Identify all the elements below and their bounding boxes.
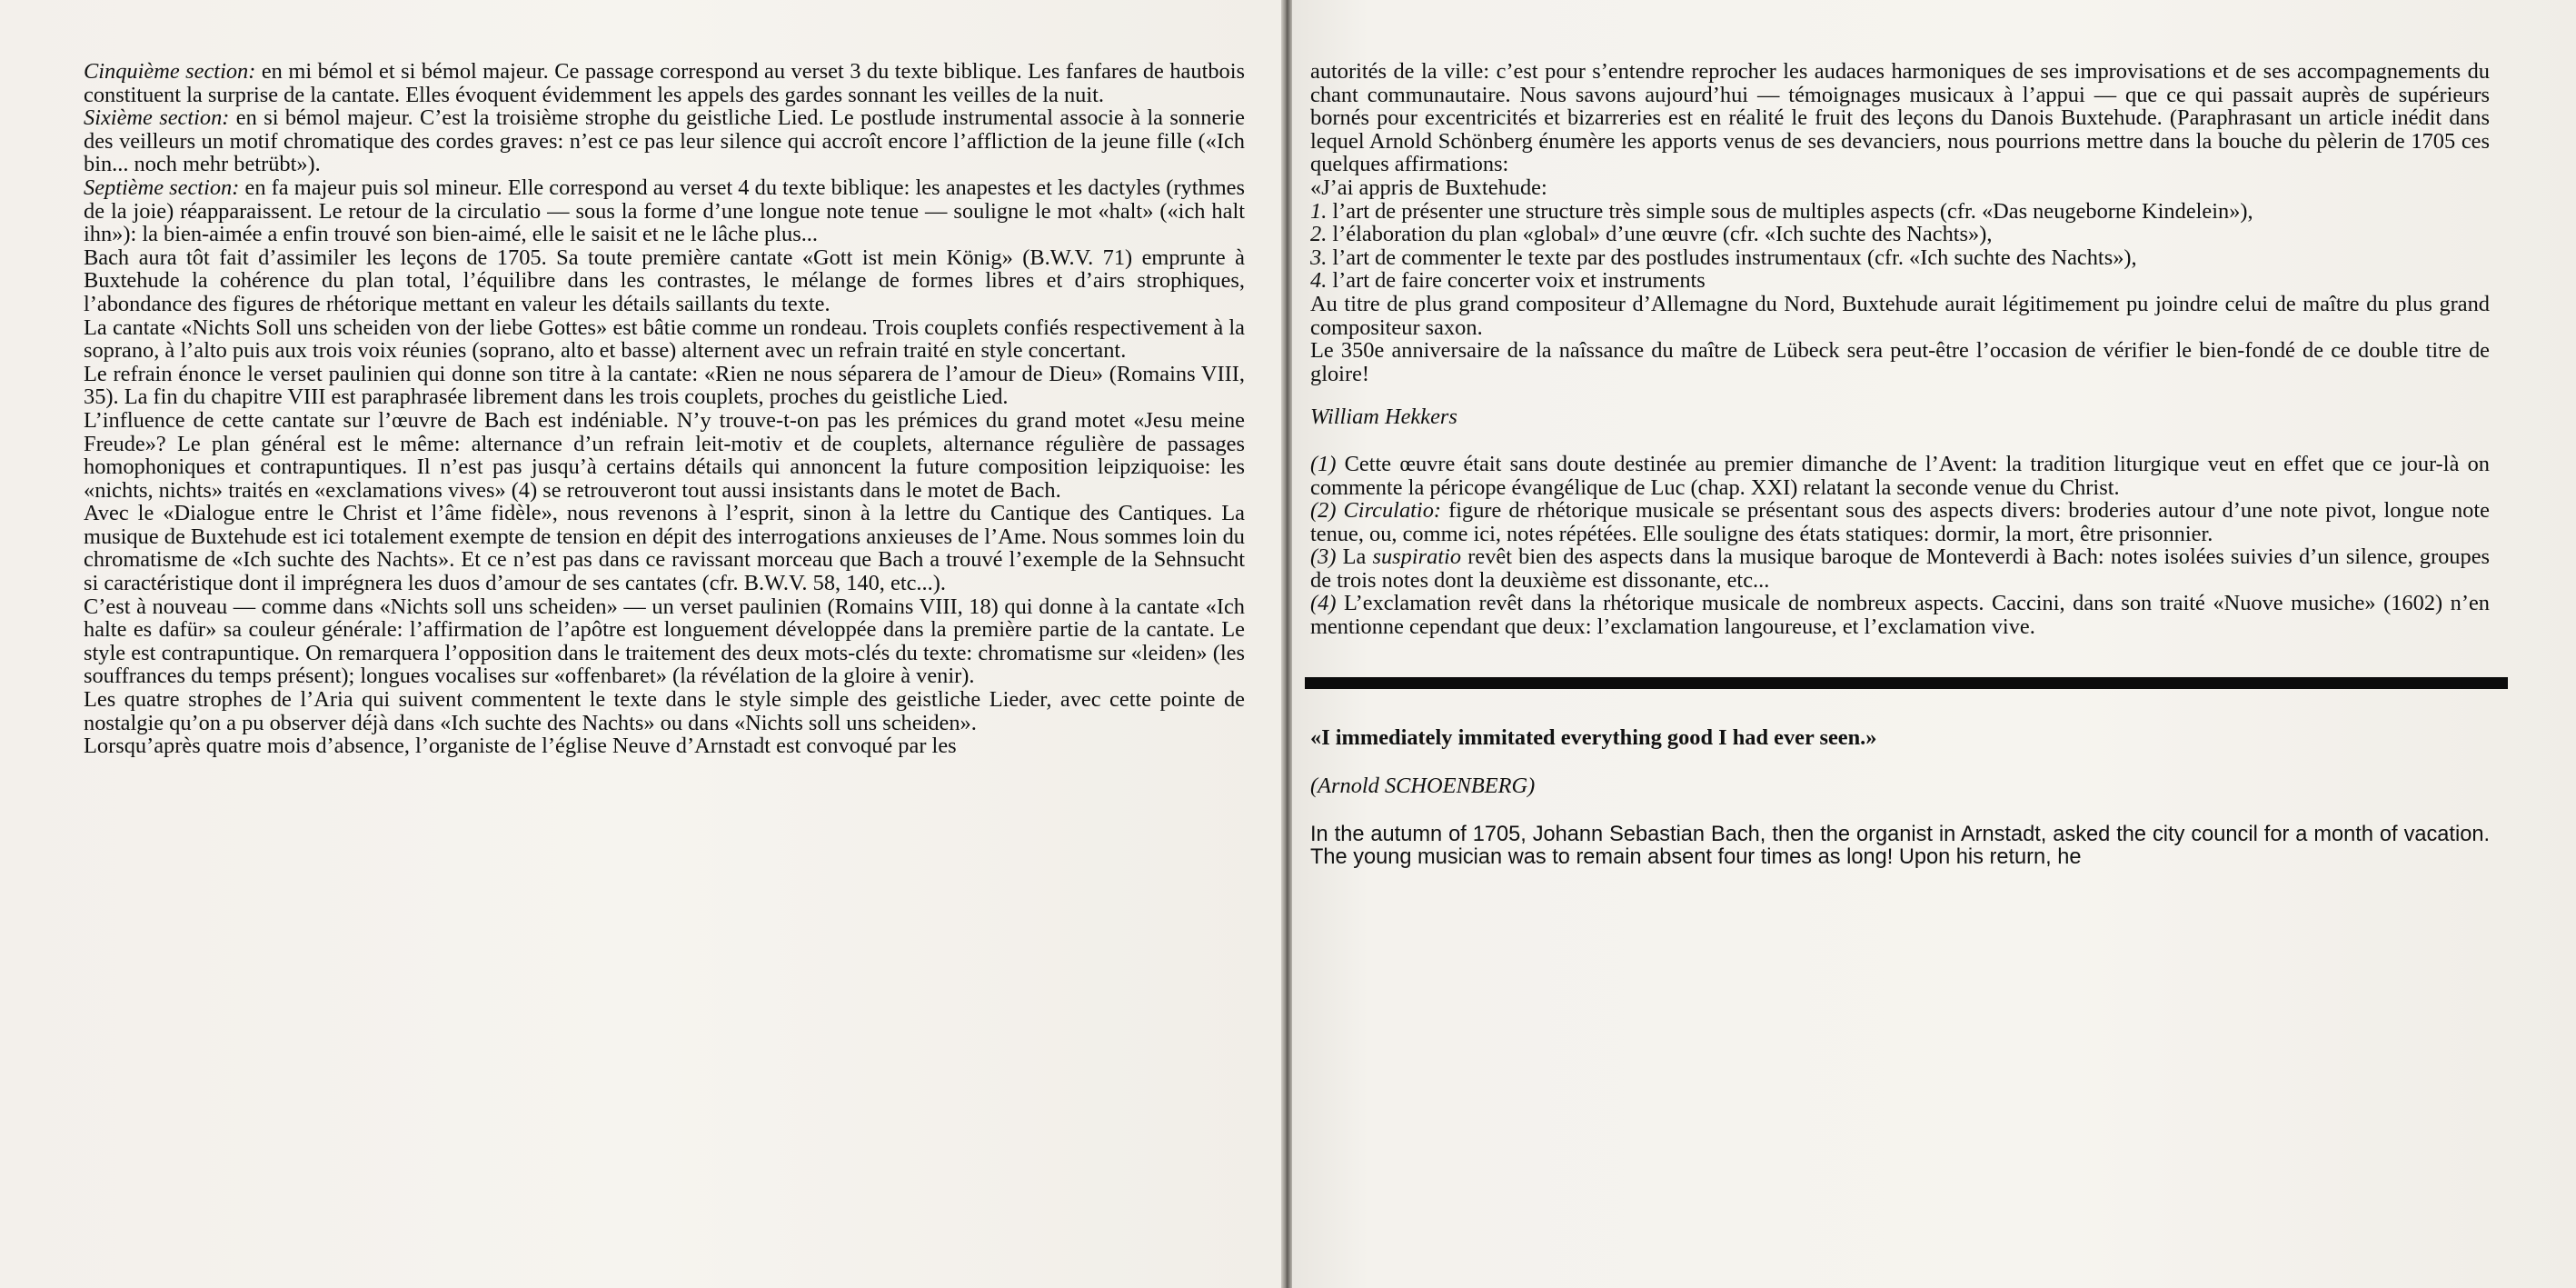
epigraph-quote: «I immediately immitated everything good I had ever seen.» [1310, 724, 1877, 750]
paragraph-lead: 3. [1310, 245, 1328, 270]
footnote-text: La suspiratio revêt bien des aspects dans la musique baroque de Monteverdi à Bach: notes isolées suivies d’un silence, groupes de trois notes dont la deuxième est dissonante, etc... [1310, 544, 2491, 593]
paragraph [1310, 246, 2490, 270]
paragraph-lead: 4. [1310, 268, 1328, 294]
footnote-lead: (1) [1310, 451, 1337, 476]
footnote-lead: (2) Circulatio: [1310, 498, 1442, 524]
paragraph [1310, 293, 2490, 339]
paragraph [84, 409, 1245, 502]
paragraph [84, 734, 1245, 758]
paragraph-text: Au titre de plus grand compositeur d’Allemagne du Nord, Buxtehude aurait légitimement pu joindre celui de maître du plus grand compositeur saxon. [1310, 291, 2490, 340]
paragraph-text: Le 350e anniversaire de la naîssance du maître de Lübeck sera peut-être l’occasion de vérifier le bien-fondé de ce double titre de gloire! [1310, 338, 2490, 386]
paragraph-text: Les quatre strophes de l’Aria qui suivent commentent le texte dans le style simple des geistliche Lieder, avec cette pointe de nostalgie qu’on a pu observer déjà dans «Ich suchte des Nachts» ou dans «Nichts soll uns scheiden». [84, 687, 1245, 735]
footnote-lead: (4) [1310, 591, 1337, 616]
paragraph [84, 595, 1245, 688]
paragraph-text: Lorsqu’après quatre mois d’absence, l’organiste de l’église Neuve d’Arnstadt est convoqué par les [84, 734, 957, 759]
signature: William Hekkers [1310, 404, 1457, 430]
paragraph [84, 316, 1245, 363]
paragraph [1310, 60, 2490, 176]
paragraph-text: Avec le «Dialogue entre le Christ et l’âme fidèle», nous revenons à l’esprit, sinon à la lettre du Cantique des Cantiques. La musique de Buxtehude est ici totalement exempte de tension en dépit des interrogations anxieuses de l’Ame. Nous sommes loin du chromatisme de «Ich suchte des Nachts». Et ce n’est pas dans ce ravissant morceau que Bach a trouvé l’exemple de la Sehnsucht si caractéristique dont il imprégnera les duos d’amour de ses cantates (cfr. B.W.V. 58, 140, etc...). [84, 501, 1245, 596]
paragraph-text: en mi bémol et si bémol majeur. Ce passage correspond au verset 3 du texte biblique. Les fanfares de hautbois constituent la surprise de la cantate. Elles évoquent évidemment les appels des gardes sonnant les veilles de la nuit. [84, 59, 1246, 107]
paragraph-lead: Sixième section: [84, 105, 230, 131]
epigraph-author: (Arnold SCHOENBERG) [1310, 773, 1536, 798]
paragraph [84, 106, 1245, 176]
paragraph-text: l’art de commenter le texte par des postludes instrumentaux (cfr. «Ich suchte des Nachts»), [1327, 245, 2137, 270]
paragraph-text: Bach aura tôt fait d’assimiler les leçons de 1705. Sa toute première cantate «Gott ist mein König» (B.W.V. 71) emprunte à Buxtehude la cohérence du plan total, l’équilibre dans les contrastes, le mélange de formes libres et d’airs strophiques, l’abondance des figures de rhétorique mettant en valeur les détails saillants du texte. [84, 245, 1245, 316]
paragraph [84, 246, 1245, 316]
paragraph [84, 60, 1245, 106]
paragraph [84, 363, 1245, 409]
paragraph [1310, 339, 2490, 385]
left-page [0, 0, 1281, 1288]
paragraph-text: en si bémol majeur. C’est la troisième strophe du geistliche Lied. Le postlude instrumental associe à la sonnerie des veilleurs un motif chromatique des cordes graves: n’est ce pas leur silence qui accroît encore l’affliction de la jeune fille («Ich bin... noch mehr betrübt»). [84, 105, 1246, 177]
paragraph-lead: Septième section: [84, 175, 240, 200]
paragraph-text: l’art de présenter une structure très simple sous de multiples aspects (cfr. «Das neugeborne Kindelein»), [1327, 198, 2253, 224]
right-page-body [1310, 60, 2490, 385]
paragraph-lead: 1. [1310, 198, 1328, 224]
separator-bar [1305, 677, 2508, 689]
footnote [1310, 592, 2490, 638]
left-page-body [84, 60, 1245, 758]
paragraph-lead: 2. [1310, 222, 1328, 247]
footnote-text: L’exclamation revêt dans la rhétorique musicale de nombreux aspects. Caccini, dans son traité «Nuove musiche» (1602) n’en mentionne cependant que deux: l’exclamation langoureuse, et l’exclamation vive. [1310, 591, 2490, 640]
right-page [1292, 0, 2576, 1288]
paragraph [84, 176, 1245, 246]
footnote-text: Cette œuvre était sans doute destinée au premier dimanche de l’Avent: la tradition liturgique veut en effet que ce jour-là on commente la péricope évangélique de Luc (chap. XXI) relatant la seconde venue du Christ. [1310, 451, 2490, 500]
paragraph-text: en fa majeur puis sol mineur. Elle correspond au verset 4 du texte biblique: les anapestes et les dactyles (rythmes de la joie) réapparaissent. Le retour de la circulatio — sous la forme d’une longue note tenue — souligne le mot «halt» («ich halt ihn»): la bien-aimée a enfin trouvé son bien-aimé, elle le saisit et ne le lâche plus... [84, 175, 1245, 247]
paragraph-text: L’influence de cette cantate sur l’œuvre de Bach est indéniable. N’y trouve-t-on pas les prémices du grand motet «Jesu meine Freude»? Le plan général est le même: alternance d’un refrain leit-motiv et de couplets, alternance régulière de passages homophoniques et contrapuntiques. Il n’est pas jusqu’à certains détails qui annoncent la future composition leipziquoise: les «nichts, nichts» traités en «exclamations vives» (4) se retrouveront tout aussi insistants dans le motet de Bach. [84, 407, 1245, 503]
footnote [1310, 545, 2490, 592]
paragraph [84, 502, 1245, 594]
paragraph-text: «J’ai appris de Buxtehude: [1310, 175, 1547, 200]
paragraph-text: La cantate «Nichts Soll uns scheiden von der liebe Gottes» est bâtie comme un rondeau. Trois couplets confiés respectivement à la soprano, à l’alto puis aux trois voix réunies (soprano, alto et basse) alternent avec un refrain traité en style concertant. [84, 315, 1245, 364]
paragraph [1310, 269, 2490, 293]
paragraph [84, 688, 1245, 734]
paragraph-lead: Cinquième section: [84, 59, 256, 84]
paragraph-text: l’art de faire concerter voix et instruments [1327, 268, 1706, 294]
paragraph [1310, 223, 2490, 246]
term-suspiratio: suspiratio [1372, 544, 1462, 570]
paragraph-text: l’élaboration du plan «global» d’une œuvre (cfr. «Ich suchte des Nachts»), [1327, 222, 1993, 247]
footnote [1310, 499, 2490, 545]
footnote-text: figure de rhétorique musicale se présentant sous des aspects divers: broderies autour d’une note pivot, longue note tenue, ou, comme ici, notes répétées. Elle souligne des états statiques: dormir, la mort, être prisonnier. [1310, 498, 2490, 546]
english-text: In the autumn of 1705, Johann Sebastian Bach, then the organist in Arnstadt, asked the city council for a month of vacation. The young musician was to remain absent four times as long! Upon his return, he [1310, 822, 2490, 870]
paragraph [1310, 200, 2490, 224]
book-gutter [1281, 0, 1292, 1288]
footnotes [1310, 453, 2490, 639]
footnote [1310, 453, 2490, 499]
footnote-lead: (3) [1310, 544, 1337, 570]
paragraph-text: C’est à nouveau — comme dans «Nichts soll uns scheiden» — un verset paulinien (Romains VIII, 18) qui donne à la cantate «Ich halte es dafür» sa couleur générale: l’affirmation de l’apôtre est longuement développée dans la première partie de la cantate. Le style est contrapuntique. On remarquera l’opposition dans le traitement des deux mots-clés du texte: chromatisme sur «leiden» (les souffrances du temps présent); longues vocalises sur «offenbaret» (la révélation de la gloire à venir). [84, 594, 1245, 689]
paragraph-text: Le refrain énonce le verset paulinien qui donne son titre à la cantate: «Rien ne nous séparera de l’amour de Dieu» (Romains VIII, 35). La fin du chapitre VIII est paraphrasée librement dans les trois couplets, proches du geistliche Lied. [84, 361, 1245, 410]
paragraph-text: autorités de la ville: c’est pour s’entendre reprocher les audaces harmoniques de ses improvisations et de ses accompagnements du chant communautaire. Nous savons aujourd’hui — témoignages musicaux à l’appui — que ce qui passait auprès de supérieurs bornés pour excentricités et bizarreries est en réalité le fruit des leçons du Danois Buxtehude. (Paraphrasant un article inédit dans lequel Arnold Schönberg énumère les apports venus de ses devanciers, nous pourrions mettre dans la bouche du pèlerin de 1705 ces quelques affirmations: [1310, 59, 2490, 177]
paragraph [1310, 176, 2490, 200]
